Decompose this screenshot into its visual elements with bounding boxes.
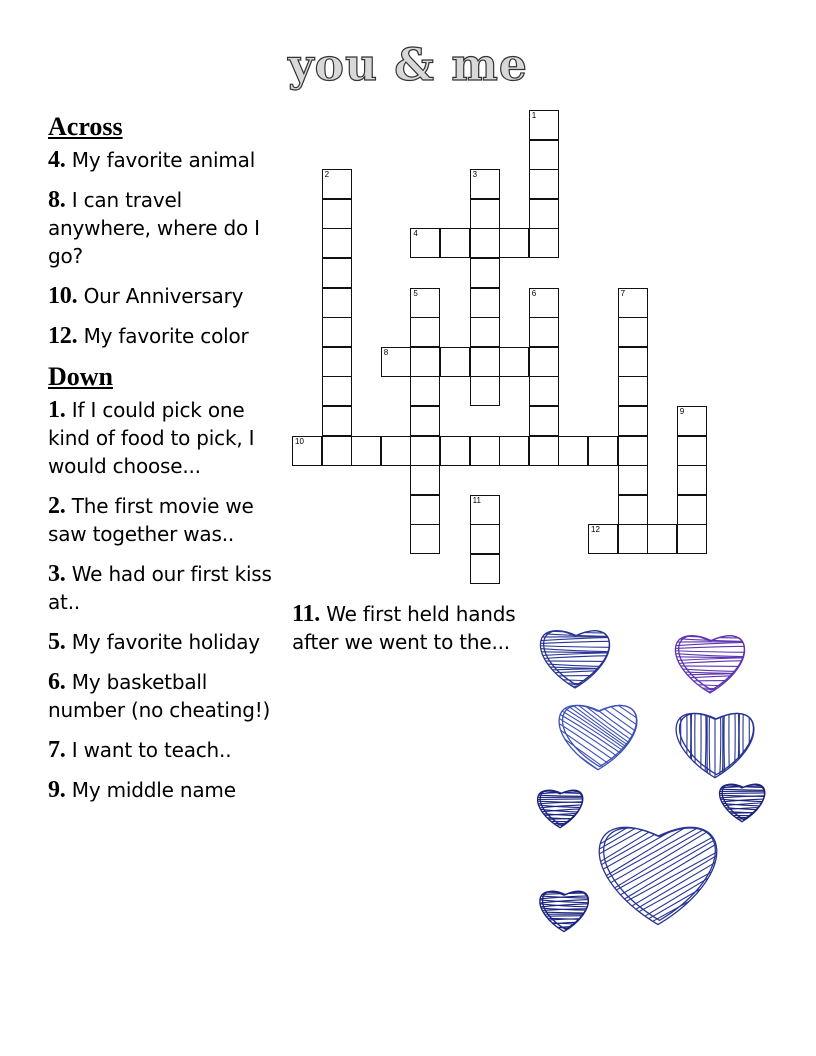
grid-cell[interactable] (410, 524, 440, 554)
grid-cell[interactable] (410, 376, 440, 406)
grid-cell[interactable] (440, 436, 470, 466)
clue-number: 12. (48, 323, 78, 349)
cell-number: 1 (531, 111, 537, 120)
clue-text: My favorite animal (71, 148, 256, 172)
grid-cell[interactable] (499, 347, 529, 377)
cell-number: 12 (591, 525, 600, 535)
clue-number: 6. (48, 669, 66, 695)
clue-number: 4. (48, 147, 66, 173)
clue-text: If I could pick one kind of food to pick, I would choose... (48, 398, 255, 478)
grid-cell[interactable] (677, 465, 707, 495)
clue-text: My favorite color (83, 324, 249, 348)
grid-cell[interactable] (470, 495, 500, 525)
grid-cell[interactable] (470, 169, 500, 199)
grid-cell[interactable] (410, 317, 440, 347)
grid-cell[interactable] (292, 436, 322, 466)
clue-text: I want to teach.. (71, 738, 232, 762)
grid-cell[interactable] (588, 524, 618, 554)
heart-top-right-icon (646, 605, 774, 720)
grid-cell[interactable] (647, 524, 677, 554)
grid-cell[interactable] (322, 258, 352, 288)
grid-cell[interactable] (470, 376, 500, 406)
grid-cell[interactable] (529, 199, 559, 229)
grid-cell[interactable] (322, 169, 352, 199)
grid-cell[interactable] (618, 317, 648, 347)
cell-number: 10 (295, 436, 304, 446)
clue-text: I can travel anywhere, where do I go? (48, 188, 260, 268)
grid-cell[interactable] (351, 436, 381, 466)
clue-number: 11. (292, 601, 321, 627)
grid-cell[interactable] (529, 288, 559, 318)
cell-number: 7 (620, 288, 626, 298)
grid-cell[interactable] (677, 524, 707, 554)
heart-small-right-icon (700, 752, 780, 838)
grid-cell[interactable] (410, 436, 440, 466)
grid-cell[interactable] (618, 524, 648, 554)
grid-cell[interactable] (470, 199, 500, 229)
clue-down-2 (48, 492, 288, 548)
grid-cell[interactable] (529, 347, 559, 377)
cell-number: 9 (679, 407, 685, 416)
cell-number: 2 (324, 170, 330, 180)
grid-cell[interactable] (529, 317, 559, 347)
clue-text: My favorite holiday (71, 630, 260, 654)
grid-cell[interactable] (677, 406, 707, 436)
grid-cell[interactable] (410, 288, 440, 318)
grid-cell[interactable] (322, 199, 352, 229)
clue-number: 1. (48, 397, 66, 423)
grid-cell[interactable] (558, 436, 588, 466)
grid-cell[interactable] (499, 228, 529, 258)
clue-down-6 (48, 668, 288, 724)
grid-cell[interactable] (618, 436, 648, 466)
grid-cell[interactable] (529, 228, 559, 258)
clue-across-10 (48, 282, 288, 310)
grid-cell[interactable] (618, 376, 648, 406)
hearts-illustration (530, 605, 780, 945)
grid-cell[interactable] (322, 406, 352, 436)
grid-cell[interactable] (410, 465, 440, 495)
clue-list (48, 112, 288, 816)
grid-cell[interactable] (322, 288, 352, 318)
grid-cell[interactable] (677, 436, 707, 466)
grid-cell[interactable] (470, 524, 500, 554)
grid-cell[interactable] (470, 554, 500, 584)
heart-bottom-left-icon (530, 858, 609, 945)
clue-number: 10. (48, 283, 78, 309)
heart-top-left-icon (530, 605, 639, 715)
grid-cell[interactable] (410, 406, 440, 436)
grid-cell[interactable] (529, 140, 559, 170)
cell-number: 5 (413, 288, 418, 298)
grid-cell[interactable] (618, 288, 648, 318)
clue-number: 2. (48, 493, 66, 519)
grid-cell[interactable] (470, 347, 500, 377)
cell-number: 11 (472, 495, 481, 505)
grid-cell[interactable] (470, 228, 500, 258)
grid-cell[interactable] (381, 347, 411, 377)
clue-text: The first movie we saw together was.. (48, 494, 254, 546)
across-heading: Across (48, 112, 123, 141)
clue-across-4 (48, 146, 288, 174)
grid-cell[interactable] (588, 436, 618, 466)
cell-number: 8 (383, 347, 389, 357)
clue-text: My middle name (71, 778, 236, 802)
grid-cell[interactable] (677, 495, 707, 525)
grid-cell[interactable] (440, 347, 470, 377)
grid-cell[interactable] (618, 347, 648, 377)
clue-number: 9. (48, 777, 66, 803)
grid-cell[interactable] (470, 288, 500, 318)
clue-number: 7. (48, 737, 66, 763)
clue-number: 5. (48, 629, 66, 655)
grid-cell[interactable] (618, 406, 648, 436)
grid-cell[interactable] (618, 465, 648, 495)
clue-down-5 (48, 628, 288, 656)
cell-number: 3 (472, 170, 478, 180)
heart-small-left-icon (530, 758, 602, 844)
grid-cell[interactable] (529, 436, 559, 466)
clue-text: We had our first kiss at.. (48, 562, 272, 614)
page-title: you & me (288, 40, 528, 91)
grid-cell[interactable] (410, 228, 440, 258)
clue-down-9 (48, 776, 288, 804)
grid-cell[interactable] (499, 436, 529, 466)
grid-cell[interactable] (322, 347, 352, 377)
clue-text: We first held hands after we went to the... (292, 602, 516, 654)
grid-cell[interactable] (322, 317, 352, 347)
grid-cell[interactable] (322, 436, 352, 466)
grid-cell[interactable] (529, 376, 559, 406)
grid-cell[interactable] (470, 436, 500, 466)
clue-across-8 (48, 186, 288, 270)
clue-text: Our Anniversary (83, 284, 244, 308)
clue-number: 3. (48, 561, 66, 587)
grid-cell[interactable] (470, 317, 500, 347)
grid-cell[interactable] (322, 228, 352, 258)
clue-text: My basketball number (no cheating!) (48, 670, 271, 722)
clue-down-11 (292, 600, 532, 656)
grid-cell[interactable] (618, 495, 648, 525)
down-heading: Down (48, 362, 114, 391)
clue-number: 8. (48, 187, 66, 213)
cell-number: 4 (413, 229, 418, 239)
grid-cell[interactable] (529, 406, 559, 436)
cell-number: 6 (531, 288, 537, 298)
clue-across-12 (48, 322, 288, 350)
clue-down-1 (48, 396, 288, 480)
clue-down-7 (48, 736, 288, 764)
grid-cell[interactable] (470, 258, 500, 288)
grid-cell[interactable] (529, 110, 559, 140)
clue-down-3 (48, 560, 288, 616)
grid-cell[interactable] (529, 169, 559, 199)
grid-cell[interactable] (440, 228, 470, 258)
grid-cell[interactable] (381, 436, 411, 466)
grid-cell[interactable] (410, 495, 440, 525)
grid-cell[interactable] (410, 347, 440, 377)
grid-cell[interactable] (322, 376, 352, 406)
